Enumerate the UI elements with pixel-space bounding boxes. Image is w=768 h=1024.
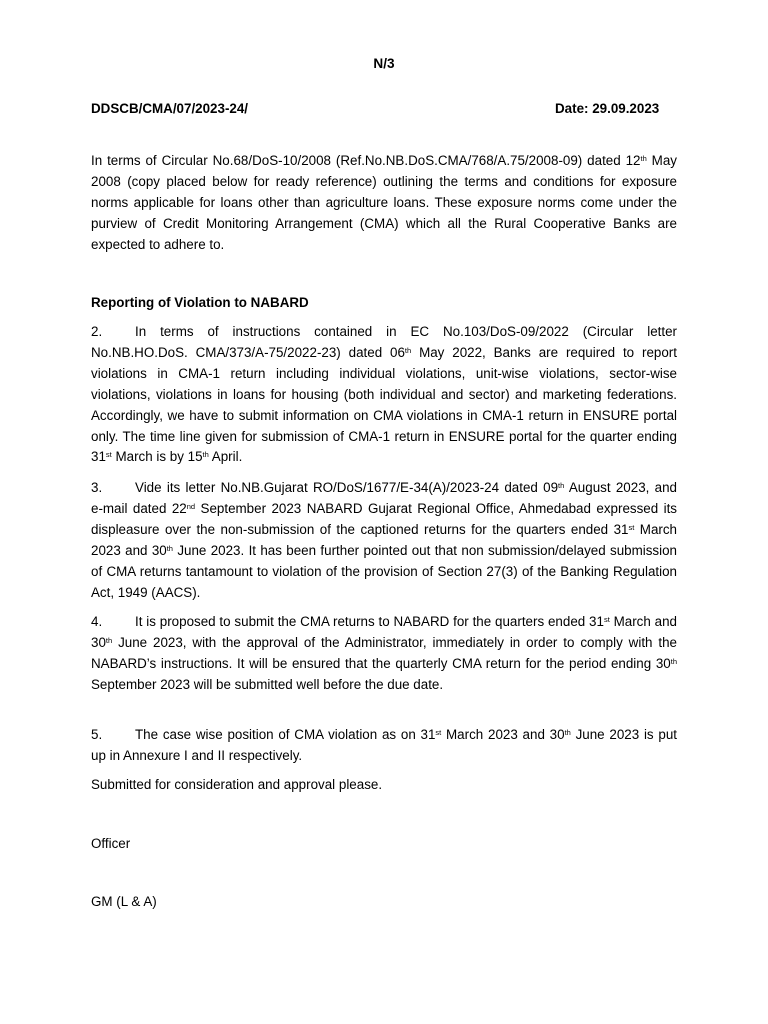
paragraph-number: 3. <box>91 480 103 495</box>
paragraph-number: 5. <box>91 727 103 742</box>
intro-paragraph: In terms of Circular No.68/DoS-10/2008 (Ref.No.NB.DoS.CMA/768/A.75/2008-09) dated 12th May 2008 (copy placed below for ready reference) outlining the terms and conditions for exposure norms applicable for loans other than agriculture loans. These exposure norms come under the purview of Credit Monitoring Arrangement (CMA) which all the Rural Cooperative Banks are expected to adhere to. <box>91 153 677 252</box>
section-heading: Reporting of Violation to NABARD <box>91 295 309 310</box>
paragraph-4: 4. It is proposed to submit the CMA returns to NABARD for the quarters ended 31st March and 30th June 2023, with the approval of the Administrator, immediately in order to comply with the NABARD’s instructions. It will be ensured that the quarterly CMA return for the period ending 30th September 2023 will be submitted well before the due date. <box>91 614 677 692</box>
reference-number: DDSCB/CMA/07/2023-24/ <box>91 101 249 116</box>
paragraph-5: 5. The case wise position of CMA violation as on 31st March 2023 and 30th June 2023 is put up in Annexure I and II respectively. <box>91 727 677 763</box>
signatory-gm: GM (L & A) <box>91 894 157 909</box>
signatory-officer: Officer <box>91 836 131 851</box>
paragraph-number: 2. <box>91 324 103 339</box>
page-title: N/3 <box>373 56 395 71</box>
closing-line: Submitted for consideration and approval please. <box>91 777 383 792</box>
paragraph-2: 2. In terms of instructions contained in EC No.103/DoS-09/2022 (Circular letter No.NB.HO.DoS. CMA/373/A-75/2022-23) dated 06th May 2022, Banks are required to report violations in CMA-1 return including individual violations, unit-wise violations, sector-wise violations, violations in loans for housing (both individual and sector) and marketing federations. Accordingly, we have to submit information on CMA violations in CMA-1 return in ENSURE portal only. The time line given for submission of CMA-1 return in ENSURE portal for the quarter ending 31st March is by 15th April. <box>91 324 677 465</box>
paragraph-3: 3. Vide its letter No.NB.Gujarat RO/DoS/1677/E-34(A)/2023-24 dated 09th August 2023, and e-mail dated 22nd September 2023 NABARD Gujarat Regional Office, Ahmedabad expressed its displeasure over the non-submission of the captioned returns for the quarters ended 31st March 2023 and 30th June 2023. It has been further pointed out that non submission/delayed submission of CMA returns tantamount to violation of the provision of Section 27(3) of the Banking Regulation Act, 1949 (AACS). <box>91 480 677 600</box>
document-date: Date: 29.09.2023 <box>555 101 660 116</box>
paragraph-number: 4. <box>91 614 103 629</box>
